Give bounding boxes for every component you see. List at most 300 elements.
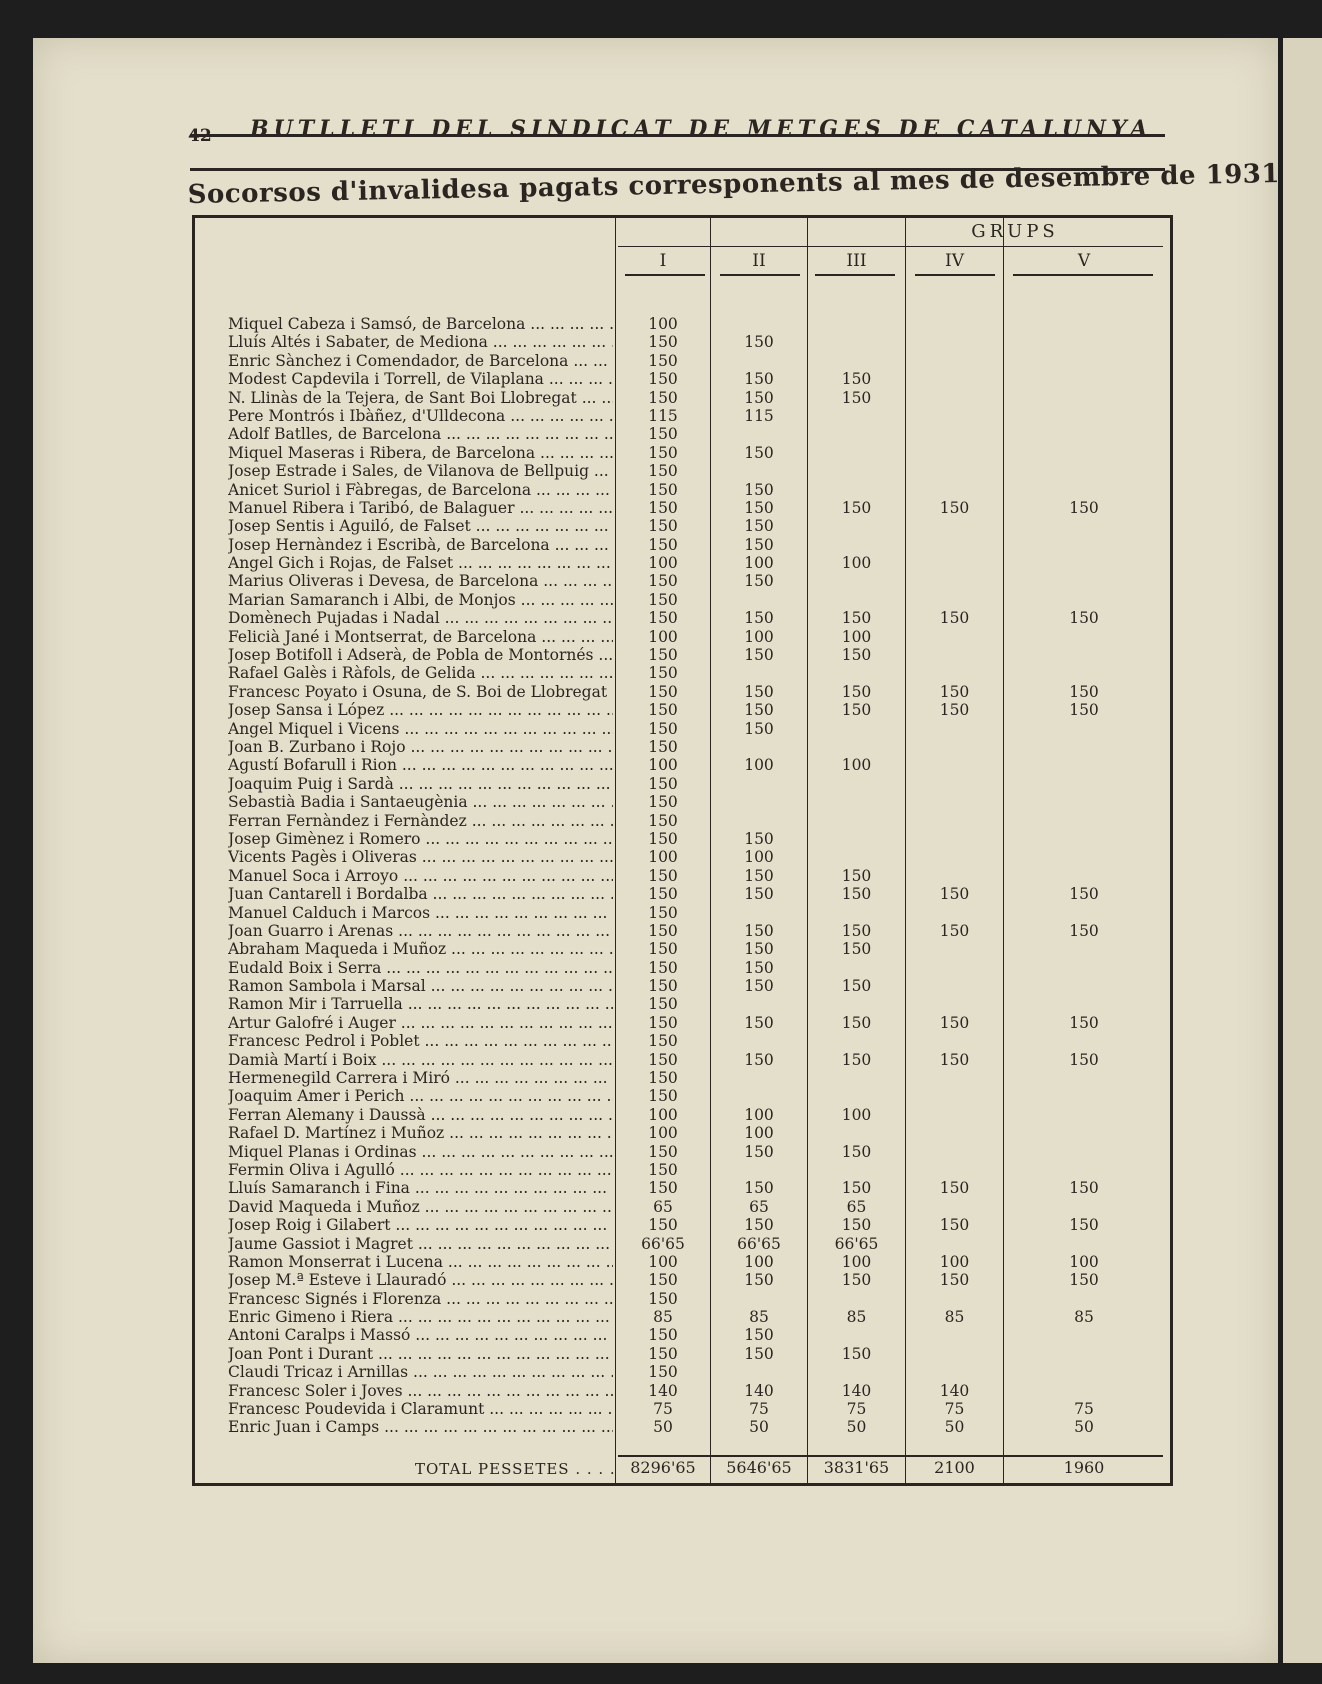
table-cell-amount	[808, 352, 905, 370]
member-name: Agustí Bofarull i Rion ... .	[228, 756, 613, 774]
table-row-name	[228, 315, 613, 333]
table-cell-amount: 100	[648, 554, 678, 573]
table-cell-amount	[1004, 1106, 1164, 1124]
table-cell-amount	[906, 1087, 1003, 1105]
table-row-name	[228, 1143, 613, 1161]
table-cell-amount: 150	[1069, 701, 1099, 720]
table-cell-amount: 150	[744, 370, 774, 389]
member-name: Adolf Batlles, de Barcelona ... .	[228, 425, 613, 443]
total-rule	[618, 1455, 1163, 1457]
table-cell-amount	[1004, 407, 1164, 425]
table-cell-amount: 150	[744, 443, 774, 462]
table-cell-amount	[906, 370, 1003, 388]
member-name: Pere Montrós i Ibàñez, d'Ulldecona ... .	[228, 407, 613, 425]
table-cell-amount	[1004, 775, 1164, 793]
table-row-name	[228, 425, 613, 443]
table-row-name	[228, 867, 613, 885]
table-row-name	[228, 462, 613, 480]
table-row-name	[228, 848, 613, 866]
table-cell-amount	[808, 444, 905, 462]
member-name: Francesc Pedrol i Poblet ... .	[228, 1032, 613, 1050]
member-name: Enric Gimeno i Riera ... .	[228, 1308, 613, 1326]
member-name: David Maqueda i Muñoz ... .	[228, 1198, 613, 1216]
member-name: Felicià Jané i Montserrat, de Barcelona ... .	[228, 628, 613, 646]
table-cell-amount: 150	[841, 940, 872, 959]
table-row-name	[228, 591, 613, 609]
table-cell-amount: 100	[744, 848, 774, 867]
table-cell-amount	[1004, 444, 1164, 462]
member-name: Joaquim Puig i Sardà ... .	[228, 775, 613, 793]
table-cell-amount: 150	[1069, 682, 1099, 701]
table-cell-amount	[906, 867, 1003, 885]
groups-header: GRUPS	[971, 221, 1059, 242]
table-row-name	[228, 517, 613, 535]
table-cell-amount: 140	[841, 1381, 872, 1400]
table-row-name	[228, 1069, 613, 1087]
table-row-name	[228, 995, 613, 1013]
table-cell-amount: 100	[648, 1105, 678, 1124]
table-cell-amount: 150	[648, 719, 678, 738]
table-cell-amount	[808, 812, 905, 830]
table-cell-amount	[808, 1363, 905, 1381]
table-cell-amount	[1004, 793, 1164, 811]
member-name: Josep Gimènez i Romero ... .	[228, 830, 613, 848]
table-cell-amount: 150	[744, 958, 774, 977]
table-cell-amount: 100	[1069, 1252, 1099, 1271]
table-cell-amount	[808, 738, 905, 756]
table-cell-amount: 150	[648, 940, 678, 959]
table-cell-amount: 150	[648, 1289, 678, 1308]
table-cell-amount: 150	[744, 388, 774, 407]
table-cell-amount	[1004, 1069, 1164, 1087]
table-cell-amount: 100	[744, 1124, 774, 1143]
table-cell-amount: 66'65	[737, 1234, 781, 1253]
member-name: Miquel Cabeza i Samsó, de Barcelona ... .	[228, 315, 613, 333]
table-cell-amount	[808, 1161, 905, 1179]
table-cell-amount	[711, 1363, 807, 1381]
member-name: Rafael Galès i Ràfols, de Gelida ... .	[228, 664, 613, 682]
table-cell-amount	[906, 1290, 1003, 1308]
table-cell-amount	[1004, 664, 1164, 682]
table-cell-amount: 150	[744, 1013, 774, 1032]
table-cell-amount	[906, 1326, 1003, 1344]
table-cell-amount	[1004, 977, 1164, 995]
table-cell-amount: 150	[939, 921, 970, 940]
member-name: Abraham Maqueda i Muñoz ... .	[228, 940, 613, 958]
table-row-name	[228, 738, 613, 756]
table-row-name	[228, 407, 613, 425]
table-cell-amount	[711, 315, 807, 333]
journal-title: BUTLLETI DEL SINDICAT DE METGES DE CATALUNYA	[250, 116, 1153, 142]
table-cell-amount: 50	[944, 1418, 965, 1437]
table-cell-amount	[906, 904, 1003, 922]
table-cell-amount	[1004, 425, 1164, 443]
table-cell-amount: 150	[744, 646, 774, 665]
table-row-name	[228, 1400, 613, 1418]
table-cell-amount: 150	[841, 921, 872, 940]
table-cell-amount	[906, 481, 1003, 499]
table-cell-amount	[1004, 1143, 1164, 1161]
table-cell-amount	[906, 389, 1003, 407]
member-name: Damià Martí i Boix ... .	[228, 1051, 613, 1069]
column-header-iii: III	[846, 251, 867, 271]
table-cell-amount	[906, 315, 1003, 333]
column-header-underline	[815, 274, 895, 276]
table-cell-amount	[1004, 628, 1164, 646]
table-cell-amount: 150	[648, 498, 678, 517]
table-row-name	[228, 1051, 613, 1069]
table-cell-amount: 115	[648, 406, 678, 425]
table-cell-amount	[808, 720, 905, 738]
table-cell-amount	[1004, 517, 1164, 535]
table-cell-amount: 100	[841, 1252, 872, 1271]
table-cell-amount	[906, 352, 1003, 370]
table-cell-amount	[808, 793, 905, 811]
table-cell-amount: 150	[841, 1179, 872, 1198]
table-cell-amount: 150	[648, 885, 678, 904]
column-header-v: V	[1077, 251, 1091, 271]
table-cell-amount: 150	[744, 719, 774, 738]
table-row-name	[228, 1124, 613, 1142]
table-cell-amount: 150	[648, 388, 678, 407]
table-row-name	[228, 1216, 613, 1234]
member-name: Ramon Sambola i Marsal ... .	[228, 977, 613, 995]
table-cell-amount: 150	[1069, 498, 1099, 517]
table-cell-amount	[1004, 1124, 1164, 1142]
table-row-name	[228, 389, 613, 407]
table-row-name	[228, 793, 613, 811]
table-row-name	[228, 830, 613, 848]
table-cell-amount	[906, 1161, 1003, 1179]
table-row-name	[228, 701, 613, 719]
member-name: Anicet Suriol i Fàbregas, de Barcelona ... .	[228, 481, 613, 499]
table-cell-amount: 150	[648, 646, 678, 665]
table-cell-amount: 100	[744, 627, 774, 646]
table-cell-amount: 150	[648, 1087, 678, 1106]
member-name: Ferran Alemany i Daussà ... .	[228, 1106, 613, 1124]
table-cell-amount	[906, 738, 1003, 756]
table-cell-amount	[1004, 1235, 1164, 1253]
table-cell-amount	[906, 1106, 1003, 1124]
table-cell-amount: 150	[939, 1179, 970, 1198]
table-cell-amount	[808, 904, 905, 922]
table-row-name	[228, 1271, 613, 1289]
table-cell-amount: 150	[939, 701, 970, 720]
member-name: Josep Roig i Gilabert ... .	[228, 1216, 613, 1234]
table-cell-amount	[1004, 830, 1164, 848]
column-header-ii: II	[752, 251, 766, 271]
table-cell-amount: 150	[648, 1326, 678, 1345]
table-cell-amount: 150	[648, 535, 678, 554]
table-cell-amount: 150	[648, 903, 678, 922]
table-cell-amount: 150	[841, 885, 872, 904]
table-cell-amount	[808, 848, 905, 866]
table-cell-amount	[711, 1161, 807, 1179]
total-group-i: 8296'65	[630, 1458, 696, 1477]
table-cell-amount: 150	[648, 443, 678, 462]
member-name: Angel Gich i Rojas, de Falset ... .	[228, 554, 613, 572]
table-cell-amount: 150	[648, 829, 678, 848]
table-cell-amount	[1004, 995, 1164, 1013]
table-cell-amount	[1004, 756, 1164, 774]
table-cell-amount: 75	[749, 1400, 769, 1419]
table-cell-amount	[808, 959, 905, 977]
table-cell-amount	[906, 720, 1003, 738]
table-cell-amount: 100	[841, 1105, 872, 1124]
table-cell-amount: 150	[841, 1013, 872, 1032]
member-name: Joan B. Zurbano i Rojo ... .	[228, 738, 613, 756]
table-cell-amount: 150	[648, 1179, 678, 1198]
table-row-name	[228, 1418, 613, 1436]
benefits-table	[192, 215, 1173, 1486]
table-cell-amount: 85	[1074, 1308, 1094, 1327]
table-row-name	[228, 683, 613, 701]
table-row-name	[228, 1382, 613, 1400]
member-name: Jaume Gassiot i Magret ... .	[228, 1235, 613, 1253]
table-cell-amount: 115	[744, 406, 774, 425]
table-cell-amount	[1004, 370, 1164, 388]
table-row-name	[228, 1235, 613, 1253]
member-name: Fermin Oliva i Agulló ... .	[228, 1161, 613, 1179]
table-cell-amount	[711, 904, 807, 922]
table-cell-amount	[1004, 812, 1164, 830]
table-cell-amount	[906, 793, 1003, 811]
table-cell-amount: 66'65	[834, 1234, 879, 1253]
table-cell-amount	[808, 333, 905, 351]
table-cell-amount: 100	[744, 554, 774, 573]
table-cell-amount	[808, 591, 905, 609]
table-cell-amount	[808, 995, 905, 1013]
table-cell-amount: 100	[841, 554, 872, 573]
table-cell-amount: 150	[744, 333, 774, 352]
table-row-name	[228, 756, 613, 774]
table-cell-amount: 150	[648, 701, 678, 720]
table-cell-amount: 150	[939, 1013, 970, 1032]
table-cell-amount	[808, 407, 905, 425]
member-name: Josep Estrade i Sales, de Vilanova de Bellpuig ... .	[228, 462, 613, 480]
table-cell-amount	[906, 1069, 1003, 1087]
table-cell-amount	[1004, 572, 1164, 590]
member-name: Josep Sentis i Aguiló, de Falset ... .	[228, 517, 613, 535]
table-row-name	[228, 499, 613, 517]
table-cell-amount	[906, 848, 1003, 866]
table-cell-amount: 150	[744, 1050, 774, 1069]
table-cell-amount	[906, 1198, 1003, 1216]
table-cell-amount	[1004, 1290, 1164, 1308]
table-cell-amount	[808, 425, 905, 443]
table-cell-amount	[808, 536, 905, 554]
member-name: Eudald Boix i Serra ... .	[228, 959, 613, 977]
member-name: Manuel Calduch i Marcos ... .	[228, 904, 613, 922]
table-cell-amount	[1004, 720, 1164, 738]
table-cell-amount	[906, 1363, 1003, 1381]
table-cell-amount	[906, 333, 1003, 351]
table-cell-amount: 150	[648, 958, 678, 977]
table-cell-amount: 150	[744, 682, 774, 701]
table-cell-amount	[808, 1290, 905, 1308]
table-cell-amount: 150	[648, 664, 678, 683]
table-cell-amount: 50	[846, 1418, 867, 1437]
table-cell-amount: 150	[1069, 1179, 1099, 1198]
table-cell-amount	[906, 444, 1003, 462]
member-name: Ramon Mir i Tarruella ... .	[228, 995, 613, 1013]
table-row-name	[228, 1326, 613, 1344]
table-cell-amount: 140	[744, 1381, 774, 1400]
member-name: Francesc Poyato i Osuna, de S. Boi de Llobregat ... .	[228, 683, 613, 701]
member-name: Josep Sansa i López ... .	[228, 701, 613, 719]
table-cell-amount	[711, 1290, 807, 1308]
table-cell-amount: 150	[1069, 609, 1099, 628]
table-row-name	[228, 536, 613, 554]
table-cell-amount: 150	[939, 498, 970, 517]
member-name: Marian Samaranch i Albi, de Monjos ... .	[228, 591, 613, 609]
member-name: Enric Sànchez i Comendador, de Barcelona ... .	[228, 352, 613, 370]
member-name: Ramon Monserrat i Lucena ... .	[228, 1253, 613, 1271]
table-cell-amount	[1004, 462, 1164, 480]
column-header-underline	[625, 274, 705, 276]
table-cell-amount	[1004, 738, 1164, 756]
table-row-name	[228, 1308, 613, 1326]
table-cell-amount: 150	[1069, 1050, 1099, 1069]
table-cell-amount: 150	[744, 480, 774, 499]
table-row-name	[228, 554, 613, 572]
table-cell-amount: 150	[1069, 1216, 1099, 1235]
table-cell-amount: 150	[648, 774, 678, 793]
table-cell-amount: 150	[1069, 1271, 1099, 1290]
member-name: Antoni Caralps i Massó ... .	[228, 1326, 613, 1344]
table-cell-amount: 100	[939, 1252, 970, 1271]
table-cell-amount: 150	[841, 370, 872, 389]
table-cell-amount: 150	[648, 517, 678, 536]
table-cell-amount: 65	[846, 1197, 867, 1216]
groups-rule	[618, 246, 1163, 247]
table-cell-amount: 150	[648, 866, 678, 885]
table-cell-amount: 150	[648, 1050, 678, 1069]
table-cell-amount	[808, 315, 905, 333]
table-cell-amount	[1004, 1326, 1164, 1344]
table-cell-amount	[1004, 646, 1164, 664]
table-cell-amount	[906, 830, 1003, 848]
table-cell-amount	[1004, 940, 1164, 958]
table-cell-amount: 150	[939, 1050, 970, 1069]
table-cell-amount: 150	[744, 1216, 774, 1235]
table-row-name	[228, 609, 613, 627]
table-row-name	[228, 1106, 613, 1124]
table-cell-amount: 50	[749, 1418, 769, 1437]
table-cell-amount: 150	[648, 995, 678, 1014]
table-cell-amount: 150	[648, 1160, 678, 1179]
table-cell-amount: 50	[653, 1418, 673, 1437]
member-name: Joaquim Amer i Perich ... .	[228, 1087, 613, 1105]
table-cell-amount: 150	[648, 811, 678, 830]
table-cell-amount	[808, 830, 905, 848]
table-cell-amount: 85	[653, 1308, 673, 1327]
table-cell-amount: 150	[648, 370, 678, 389]
table-cell-amount: 150	[648, 1069, 678, 1088]
member-name: Miquel Planas i Ordinas ... .	[228, 1143, 613, 1161]
table-row-name	[228, 1014, 613, 1032]
table-cell-amount: 150	[648, 1363, 678, 1382]
member-name: Artur Galofré i Auger ... .	[228, 1014, 613, 1032]
column-header-i: I	[659, 251, 667, 271]
table-cell-amount	[1004, 1382, 1164, 1400]
table-cell-amount	[808, 1069, 905, 1087]
table-cell-amount	[711, 1032, 807, 1050]
table-cell-amount: 150	[744, 701, 774, 720]
table-cell-amount: 150	[648, 1032, 678, 1051]
table-cell-amount: 150	[648, 462, 678, 481]
member-name: Modest Capdevila i Torrell, de Vilaplana ... .	[228, 370, 613, 388]
table-cell-amount: 100	[648, 1124, 678, 1143]
table-row-name	[228, 646, 613, 664]
table-cell-amount	[906, 536, 1003, 554]
member-name: Vicents Pagès i Oliveras ... .	[228, 848, 613, 866]
table-cell-amount: 150	[744, 866, 774, 885]
table-cell-amount: 150	[744, 1179, 774, 1198]
table-cell-amount: 150	[648, 1271, 678, 1290]
member-name: Manuel Ribera i Taribó, de Balaguer ... .	[228, 499, 613, 517]
name-column	[228, 315, 613, 1437]
member-name: Manuel Soca i Arroyo ... .	[228, 867, 613, 885]
table-cell-amount	[711, 1087, 807, 1105]
table-cell-amount: 65	[653, 1197, 673, 1216]
table-cell-amount	[808, 1032, 905, 1050]
table-cell-amount	[1004, 352, 1164, 370]
table-row-name	[228, 352, 613, 370]
table-cell-amount	[906, 940, 1003, 958]
member-name: Rafael D. Martínez i Muñoz ... .	[228, 1124, 613, 1142]
column-header-underline	[720, 274, 800, 276]
table-cell-amount: 100	[648, 627, 678, 646]
table-cell-amount	[906, 517, 1003, 535]
table-cell-amount	[1004, 1363, 1164, 1381]
table-cell-amount	[1004, 1198, 1164, 1216]
table-cell-amount: 150	[744, 1271, 774, 1290]
table-cell-amount: 100	[744, 1105, 774, 1124]
table-cell-amount: 150	[744, 498, 774, 517]
member-name: Francesc Poudevida i Claramunt ... .	[228, 1400, 613, 1418]
table-cell-amount	[1004, 867, 1164, 885]
next-page-edge	[1283, 38, 1322, 1663]
table-cell-amount: 150	[648, 1216, 678, 1235]
table-row-name	[228, 628, 613, 646]
table-cell-amount	[1004, 554, 1164, 572]
table-cell-amount	[1004, 848, 1164, 866]
member-name: N. Llinàs de la Tejera, de Sant Boi Llobregat ... .	[228, 389, 613, 407]
table-cell-amount: 150	[744, 829, 774, 848]
table-cell-amount	[1004, 1161, 1164, 1179]
table-cell-amount	[711, 352, 807, 370]
table-cell-amount	[906, 591, 1003, 609]
member-name: Josep Hernàndez i Escribà, de Barcelona ... .	[228, 536, 613, 554]
table-cell-amount	[711, 664, 807, 682]
member-name: Miquel Maseras i Ribera, de Barcelona ... .	[228, 444, 613, 462]
table-cell-amount	[906, 664, 1003, 682]
table-cell-amount: 100	[841, 756, 872, 775]
member-name: Lluís Samaranch i Fina ... .	[228, 1179, 613, 1197]
table-cell-amount: 150	[648, 333, 678, 352]
table-cell-amount	[906, 977, 1003, 995]
table-cell-amount: 150	[841, 1216, 872, 1235]
table-cell-amount: 150	[841, 977, 872, 996]
table-cell-amount: 66'65	[641, 1234, 685, 1253]
table-cell-amount	[711, 995, 807, 1013]
table-cell-amount	[1004, 1087, 1164, 1105]
member-name: Sebastià Badia i Santaeugènia ... .	[228, 793, 613, 811]
table-cell-amount: 150	[939, 885, 970, 904]
table-cell-amount: 100	[648, 315, 678, 333]
table-cell-amount	[808, 462, 905, 480]
